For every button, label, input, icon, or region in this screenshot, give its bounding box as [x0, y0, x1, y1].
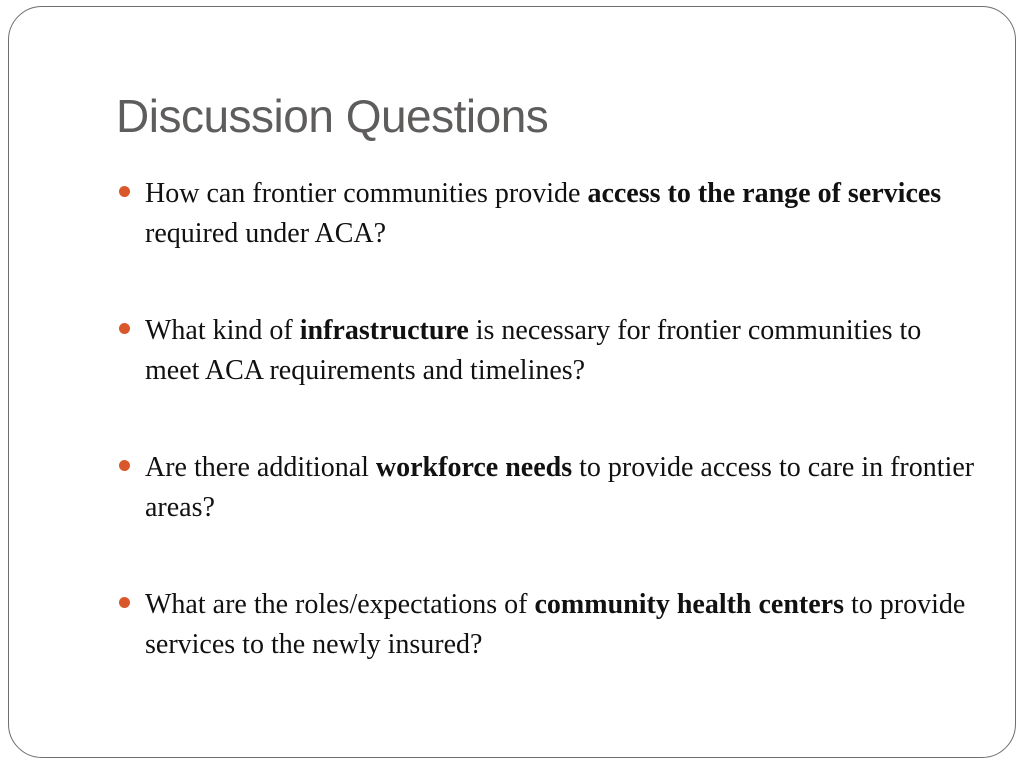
bullet-emphasis: access to the range of services — [587, 178, 942, 209]
bullet-text: How can frontier communities provide — [145, 178, 588, 209]
bullet-text: What are the roles/expectations of — [145, 589, 535, 620]
bullet-list — [116, 174, 976, 665]
bullet-emphasis: community health centers — [534, 589, 845, 620]
slide-title: Discussion Questions — [116, 90, 549, 142]
bullet-text: to provide services to the newly insured? — [145, 589, 966, 660]
bullet-item — [116, 448, 976, 528]
bullet-item — [116, 174, 976, 254]
bullet-emphasis: workforce needs — [375, 452, 573, 483]
bullet-item — [116, 585, 976, 665]
bullet-text: is necessary for frontier communities to meet ACA requirements and timelines? — [145, 315, 922, 386]
bullet-dot-icon — [119, 597, 130, 608]
bullet-emphasis: infrastructure — [299, 315, 469, 346]
bullet-text: to provide access to care in frontier areas? — [145, 452, 975, 523]
slide-frame — [8, 6, 1016, 758]
bullet-text: What kind of — [145, 315, 300, 346]
bullet-dot-icon — [119, 460, 130, 471]
bullet-dot-icon — [119, 323, 130, 334]
bullet-text: Are there additional — [145, 452, 376, 483]
bullet-item — [116, 311, 976, 391]
bullet-dot-icon — [119, 186, 130, 197]
bullet-text: required under ACA? — [145, 218, 387, 249]
